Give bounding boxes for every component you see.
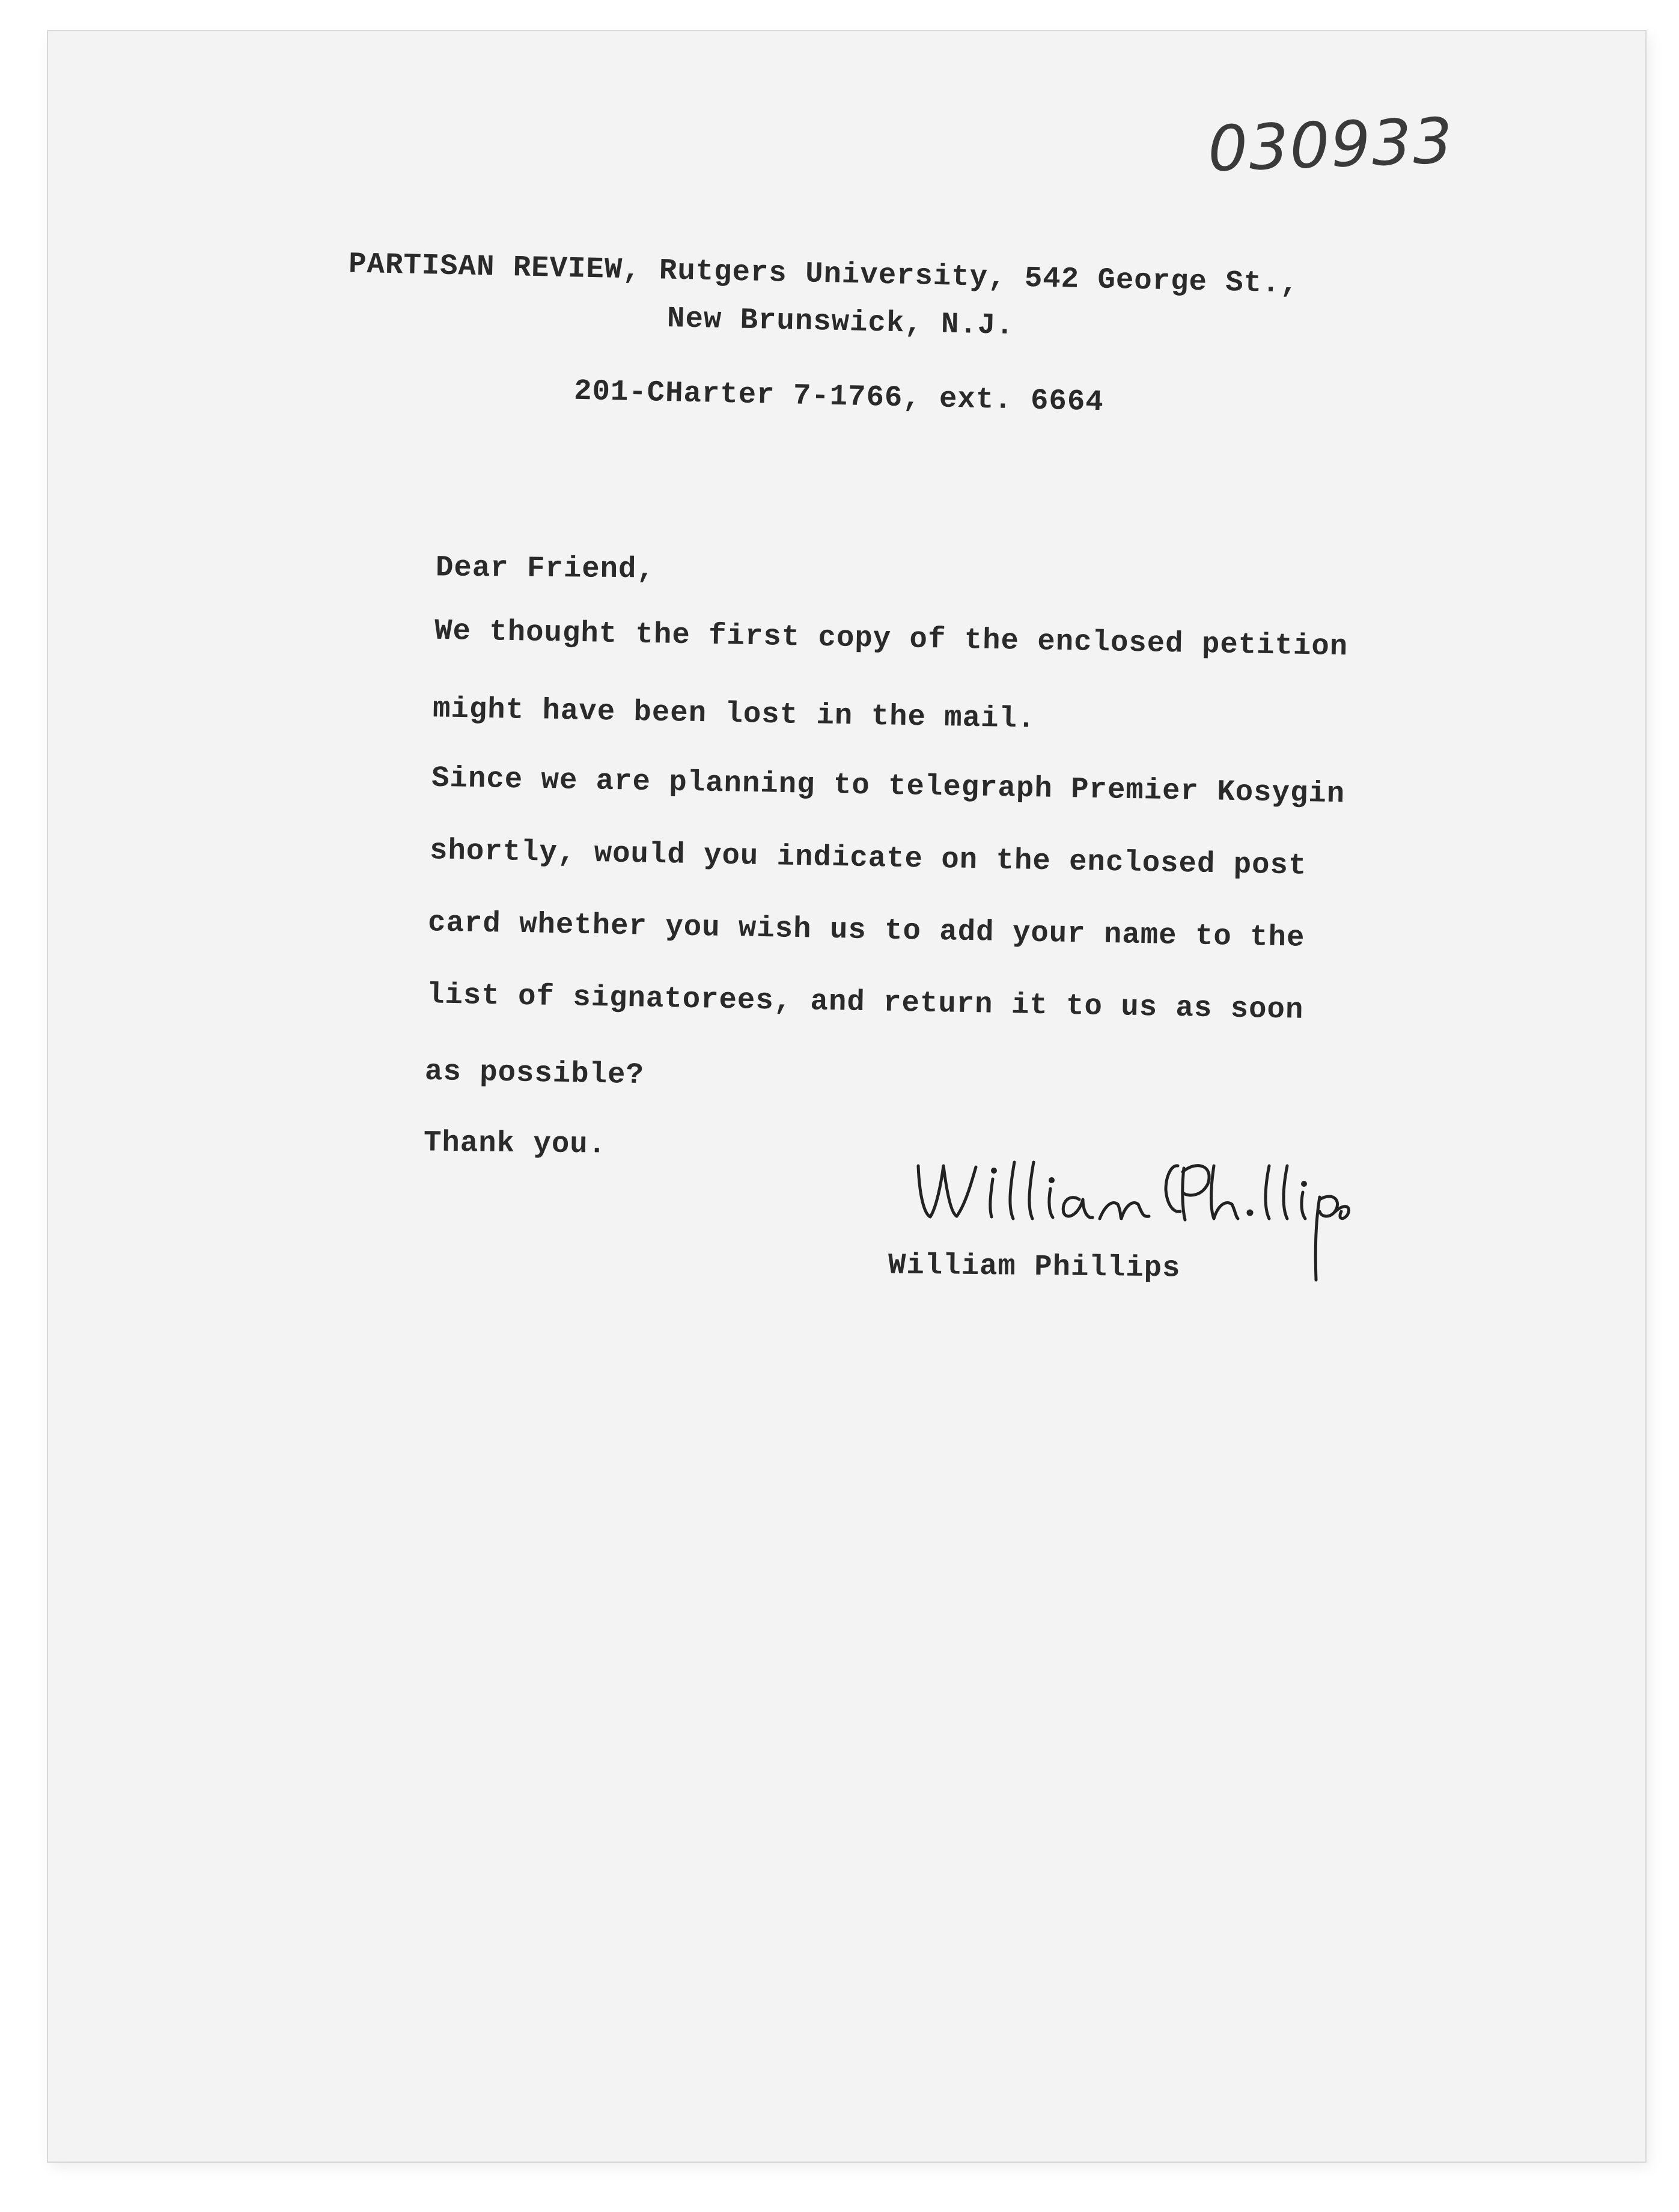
letterhead-line-1: PARTISAN REVIEW, Rutgers University, 542 George St., bbox=[348, 247, 1299, 301]
body-line-1: We thought the first copy of the enclosed petition bbox=[434, 614, 1348, 664]
document-page bbox=[48, 31, 1645, 2162]
body-line-2: might have been lost in the mail. bbox=[432, 692, 1036, 736]
body-line-5: card whether you wish us to add your name to the bbox=[427, 906, 1305, 955]
body-line-4: shortly, would you indicate on the enclosed post bbox=[429, 833, 1307, 883]
signer-name: William Phillips bbox=[888, 1248, 1181, 1285]
body-line-7: as possible? bbox=[424, 1054, 645, 1092]
document-number: 030933 bbox=[1206, 103, 1455, 186]
closing: Thank you. bbox=[423, 1126, 607, 1162]
letterhead-line-2: New Brunswick, N.J. bbox=[666, 301, 1015, 343]
body-line-3: Since we are planning to telegraph Premier Kosygin bbox=[431, 761, 1345, 811]
body-line-6: list of signatorees, and return it to us as soon bbox=[426, 978, 1304, 1027]
letterhead-phone: 201-CHarter 7-1766, ext. 6664 bbox=[573, 374, 1105, 419]
salutation: Dear Friend, bbox=[435, 550, 656, 587]
